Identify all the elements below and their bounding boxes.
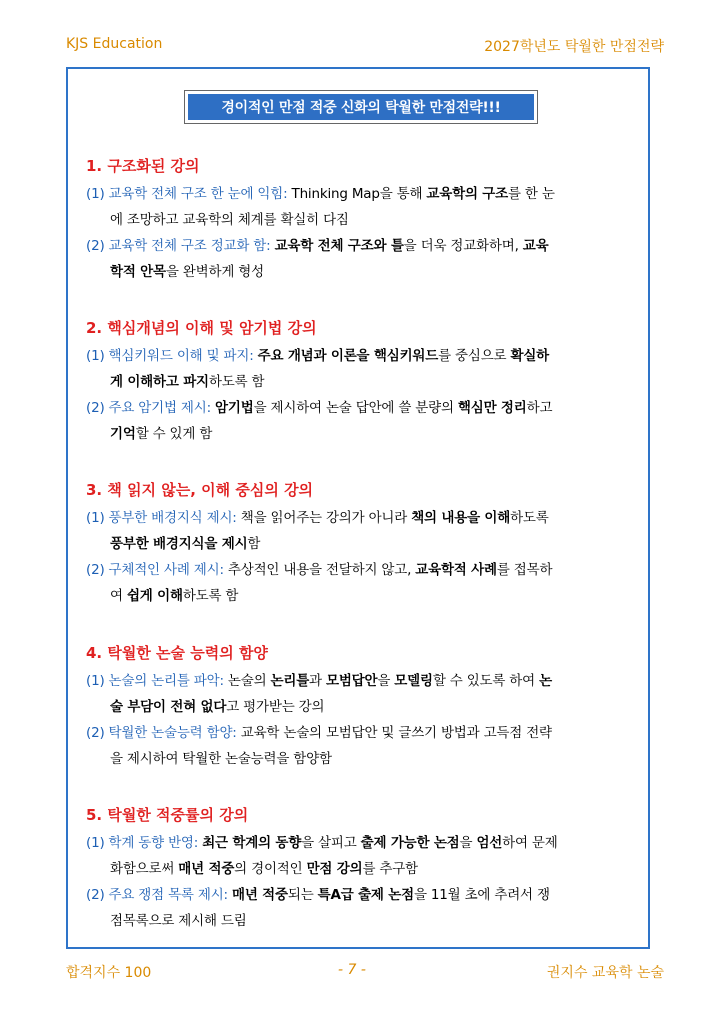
item-line-1 [86, 668, 636, 694]
footer-left: 합격지수 100 [66, 965, 152, 981]
item-line-1 [86, 343, 636, 369]
item-line-2: 게 이해하고 파지하도록 함 [110, 374, 265, 390]
item-line-1 [86, 720, 636, 746]
item-number: (2) [86, 238, 105, 254]
item-line-2: 을 제시하여 탁월한 논술능력을 함양함 [110, 751, 332, 767]
item-number: (1) [86, 835, 105, 851]
banner-text: 경이적인 만점 적중 신화의 탁월한 만점전략!!! [188, 94, 534, 120]
item-line-2: 에 조망하고 교육학의 체계를 확실히 다짐 [110, 212, 349, 228]
item-line-1 [86, 557, 636, 583]
list-item [86, 830, 636, 882]
item-body: 주요 개념과 이론을 핵심키워드를 중심으로 확실하 [257, 348, 550, 364]
item-line-2: 학적 안목을 완벽하게 형성 [110, 264, 264, 280]
list-item [86, 505, 636, 557]
section-title: 5. 탁월한 적중률의 강의 [86, 806, 249, 824]
section-title: 1. 구조화된 강의 [86, 157, 200, 175]
item-body: 책을 읽어주는 강의가 아니라 책의 내용을 이해하도록 [240, 510, 549, 526]
item-lead: 주요 암기법 제시: [108, 400, 216, 416]
item-number: (2) [86, 400, 105, 416]
item-number: (2) [86, 725, 105, 741]
item-lead: 교육학 전체 구조 한 눈에 익힘: [108, 186, 292, 202]
item-lead: 탁월한 논술능력 함양: [108, 725, 241, 741]
item-line-1 [86, 882, 636, 908]
list-item [86, 395, 636, 447]
item-body: 교육학 전체 구조와 틀을 더욱 정교화하며, 교육 [274, 238, 549, 254]
list-item [86, 720, 636, 772]
item-body: 교육학 논술의 모범답안 및 글쓰기 방법과 고득점 전략 [240, 725, 552, 741]
list-item [86, 233, 636, 285]
section-2 [86, 313, 636, 447]
item-body: 최근 학계의 동향을 살피고 출제 가능한 논점을 엄선하여 문제 [202, 835, 558, 851]
footer-right: 권지수 교육학 논술 [546, 965, 664, 981]
item-body: 암기법을 제시하여 논술 답안에 쓸 분량의 핵심만 정리하고 [215, 400, 553, 416]
item-line-2: 풍부한 배경지식을 제시함 [110, 536, 261, 552]
item-line-1 [86, 505, 636, 531]
item-number: (2) [86, 887, 105, 903]
list-item [86, 882, 636, 934]
list-item [86, 557, 636, 609]
list-item [86, 668, 636, 720]
item-body: 매년 적중되는 특A급 출제 논점을 11월 초에 추려서 쟁 [231, 887, 550, 903]
item-line-2: 기억할 수 있게 함 [110, 426, 213, 442]
item-number: (1) [86, 348, 105, 364]
item-lead: 구체적인 사례 제시: [108, 562, 228, 578]
section-title: 2. 핵심개념의 이해 및 암기법 강의 [86, 319, 317, 337]
item-lead: 학계 동향 반영: [108, 835, 203, 851]
list-item [86, 181, 636, 233]
header-brand: KJS Education [66, 36, 163, 52]
list-item [86, 343, 636, 395]
section-title: 3. 책 읽지 않는, 이해 중심의 강의 [86, 481, 314, 499]
section-1 [86, 151, 636, 285]
content-frame [66, 67, 650, 949]
page-number: - 7 - [338, 962, 366, 978]
section-4 [86, 638, 636, 772]
item-body: 논술의 논리틀과 모범답안을 모델링할 수 있도록 하여 논 [227, 673, 552, 689]
item-number: (1) [86, 186, 105, 202]
item-line-1 [86, 830, 636, 856]
item-line-2: 화함으로써 매년 적중의 경이적인 만점 강의를 추구함 [110, 861, 418, 877]
item-line-2: 점목록으로 제시해 드림 [110, 913, 247, 929]
item-lead: 논술의 논리틀 파악: [108, 673, 228, 689]
item-body: Thinking Map을 통해 교육학의 구조를 한 눈 [291, 186, 555, 202]
item-line-1 [86, 233, 636, 259]
item-number: (1) [86, 673, 105, 689]
item-lead: 주요 쟁점 목록 제시: [108, 887, 232, 903]
item-line-2: 술 부담이 전혀 없다고 평가받는 강의 [110, 699, 325, 715]
section-5 [86, 800, 636, 934]
item-line-1 [86, 395, 636, 421]
item-number: (2) [86, 562, 105, 578]
item-lead: 핵심키워드 이해 및 파지: [108, 348, 258, 364]
item-number: (1) [86, 510, 105, 526]
section-title: 4. 탁월한 논술 능력의 함양 [86, 644, 268, 662]
section-3 [86, 475, 636, 609]
header-title: 2027학년도 탁월한 만점전략 [484, 39, 664, 55]
item-body: 추상적인 내용을 전달하지 않고, 교육학적 사례를 접목하 [227, 562, 553, 578]
item-lead: 교육학 전체 구조 정교화 함: [108, 238, 275, 254]
item-line-1 [86, 181, 636, 207]
item-lead: 풍부한 배경지식 제시: [108, 510, 241, 526]
item-line-2: 여 쉽게 이해하도록 함 [110, 588, 239, 604]
banner-box [184, 90, 538, 124]
